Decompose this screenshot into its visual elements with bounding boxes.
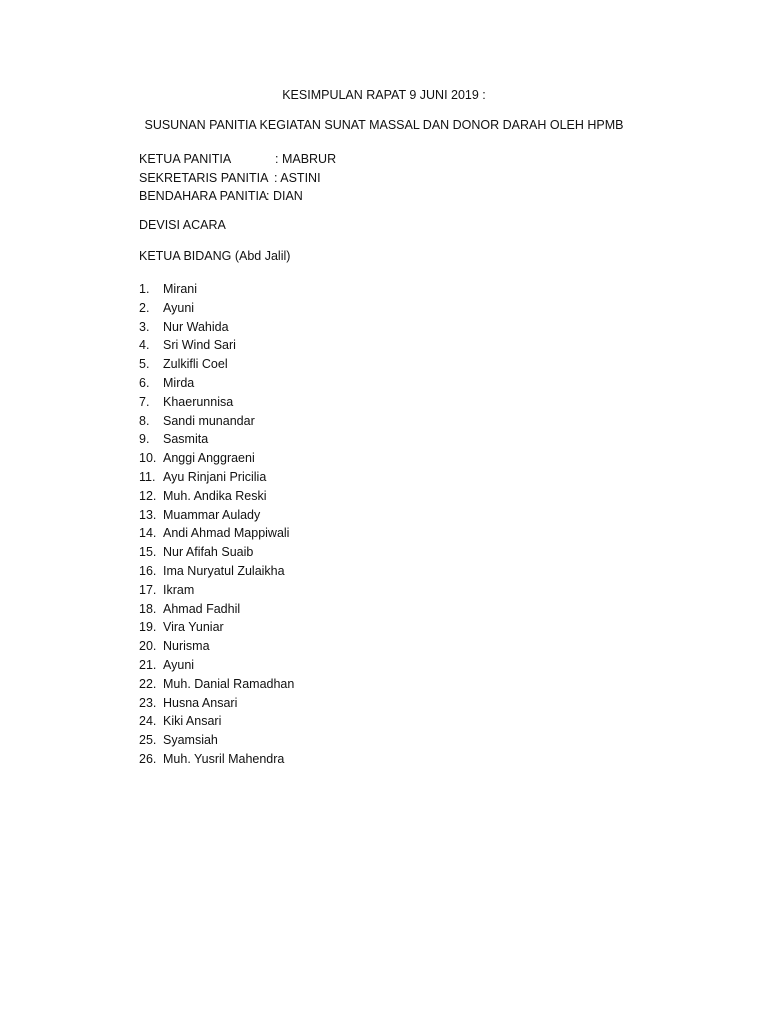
item-number: 6. (139, 375, 150, 390)
member-name: Muammar Aulady (163, 507, 261, 522)
member-name: Ahmad Fadhil (163, 601, 241, 616)
division-head: KETUA BIDANG (Abd Jalil) (139, 249, 291, 263)
item-number: 1. (139, 282, 150, 296)
item-number: 19. (139, 620, 157, 635)
item-number: 25. (139, 733, 157, 748)
member-name: Sri Wind Sari (163, 338, 236, 353)
item-number: 15. (139, 545, 157, 560)
document-subtitle: SUSUNAN PANITIA KEGIATAN SUNAT MASSAL DAN DONOR DARAH OLEH HPMB (144, 118, 624, 132)
item-number: 20. (139, 639, 157, 654)
item-number: 9. (139, 432, 150, 447)
member-name: Khaerunnisa (163, 394, 234, 409)
officer-role: SEKRETARIS PANITIA (139, 170, 269, 185)
member-name: Ayu Rinjani Pricilia (163, 469, 267, 484)
member-name: Ayuni (163, 657, 195, 672)
officer-name: : DIAN (266, 189, 303, 203)
member-name: Ikram (163, 582, 195, 597)
item-number: 12. (139, 488, 157, 503)
item-number: 16. (139, 563, 157, 578)
officer-name: : MABRUR (275, 152, 337, 166)
officer-name: : ASTINI (274, 170, 321, 185)
member-name: Muh. Yusril Mahendra (163, 751, 285, 766)
item-number: 10. (139, 451, 157, 466)
member-name: Sasmita (163, 432, 209, 447)
member-name: Muh. Danial Ramadhan (163, 676, 295, 691)
member-name: Mirda (163, 375, 195, 390)
member-name: Sandi munandar (163, 413, 255, 428)
item-number: 2. (139, 300, 150, 315)
member-name: Ayuni (163, 300, 195, 315)
item-number: 4. (139, 338, 150, 353)
member-name: Andi Ahmad Mappiwali (163, 526, 290, 541)
item-number: 5. (139, 357, 150, 372)
item-number: 17. (139, 582, 157, 597)
member-name: Mirani (163, 282, 198, 296)
item-number: 13. (139, 507, 157, 522)
member-name: Husna Ansari (163, 695, 238, 710)
officer-role: BENDAHARA PANITIA (139, 189, 268, 203)
item-number: 22. (139, 676, 157, 691)
member-name: Vira Yuniar (163, 620, 224, 635)
item-number: 18. (139, 601, 157, 616)
member-name: Kiki Ansari (163, 714, 222, 729)
item-number: 11. (139, 469, 156, 484)
member-name: Muh. Andika Reski (163, 488, 267, 503)
item-number: 3. (139, 319, 150, 334)
item-number: 24. (139, 714, 157, 729)
item-number: 21. (139, 657, 157, 672)
member-name: Syamsiah (163, 733, 218, 748)
member-name: Ima Nuryatul Zulaikha (163, 563, 285, 578)
item-number: 14. (139, 526, 157, 541)
member-name: Nur Afifah Suaib (163, 545, 254, 560)
member-name: Zulkifli Coel (163, 357, 228, 372)
member-name: Nur Wahida (163, 319, 229, 334)
member-name: Anggi Anggraeni (163, 451, 255, 466)
item-number: 26. (139, 751, 157, 766)
item-number: 23. (139, 695, 157, 710)
item-number: 8. (139, 413, 150, 428)
division-heading: DEVISI ACARA (139, 218, 226, 232)
officer-role: KETUA PANITIA (139, 152, 232, 166)
member-name: Nurisma (163, 639, 210, 654)
document-title: KESIMPULAN RAPAT 9 JUNI 2019 : (282, 88, 486, 102)
item-number: 7. (139, 394, 150, 409)
